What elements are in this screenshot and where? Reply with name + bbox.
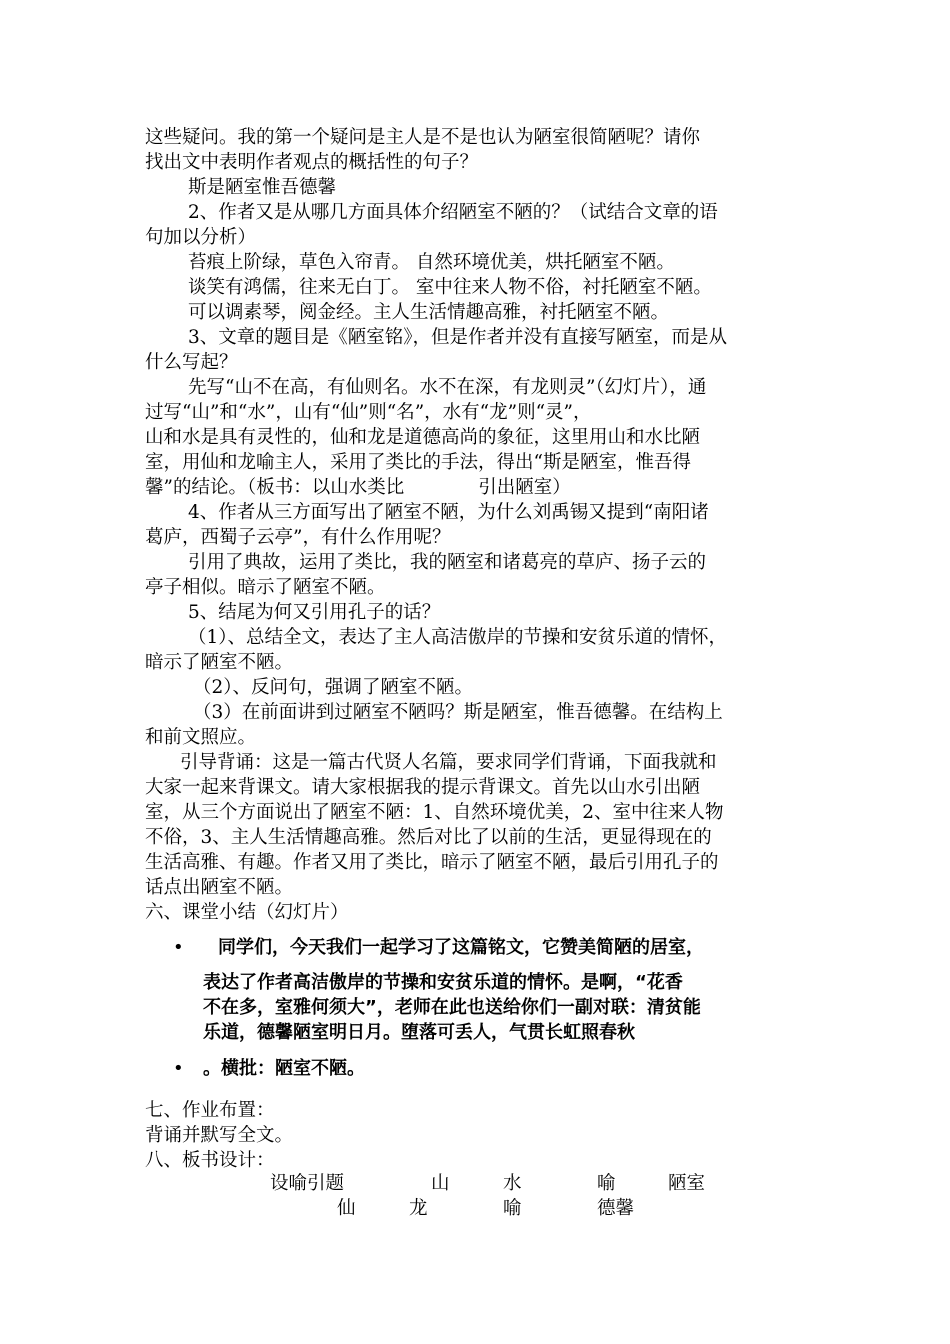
question-3: 3、文章的题目是《陋室铭》，但是作者并没有直接写陋室，而是从 — [188, 327, 728, 348]
body-line: 不俗，3、主人生活情趣高雅。然后对比了以前的生活，更显得现在的 — [145, 827, 712, 848]
body-line: 过写“山”和“水”，山有“仙”则“名”，水有“龙”则“灵”， — [145, 402, 592, 423]
body-line: 苔痕上阶绿，草色入帘青。 自然环境优美，烘托陋室不陋。 — [188, 252, 675, 273]
body-line: 馨”的结论。（板书：以山水类比 引出陋室） — [145, 477, 571, 498]
board-cell: 仙 — [337, 1198, 356, 1219]
body-line: 话点出陋室不陋。 — [145, 877, 294, 898]
bullet-icon: • — [173, 937, 184, 958]
question-4: 4、作者从三方面写出了陋室不陋，为什么刘禹锡又提到“南阳诸 — [188, 502, 709, 523]
section-heading: 八、板书设计： — [145, 1150, 275, 1171]
body-line: （1）、总结全文，表达了主人高洁傲岸的节操和安贫乐道的情怀， — [188, 627, 728, 648]
board-cell: 设喻引题 — [270, 1173, 345, 1194]
body-line: 找出文中表明作者观点的概括性的句子？ — [145, 152, 479, 173]
body-line: 斯是陋室惟吾德馨 — [188, 177, 337, 198]
body-line: 引用了典故，运用了类比，我的陋室和诸葛亮的草庐、扬子云的 — [188, 552, 707, 573]
body-line: 句加以分析） — [145, 227, 257, 248]
body-line: 葛庐，西蜀子云亭”，有什么作用呢？ — [145, 527, 451, 548]
body-line: 和前文照应。 — [145, 727, 257, 748]
board-cell: 喻 — [597, 1173, 616, 1194]
board-cell: 陋室 — [668, 1173, 706, 1194]
body-line: （2）、反问句，强调了陋室不陋。 — [193, 677, 474, 698]
section-heading: 七、作业布置： — [145, 1100, 275, 1121]
board-cell: 喻 — [503, 1198, 522, 1219]
summary-line: 不在多，室雅何须大”，老师在此也送给你们一副对联：清贫能 — [203, 997, 701, 1018]
body-line: 暗示了陋室不陋。 — [145, 652, 294, 673]
summary-line: 同学们，今天我们一起学习了这篇铭文，它赞美简陋的居室， — [218, 937, 704, 958]
body-line: 亭子相似。暗示了陋室不陋。 — [145, 577, 386, 598]
body-line: 什么写起？ — [145, 352, 238, 373]
question-2: 2、作者又是从哪几方面具体介绍陋室不陋的？（试结合文章的语 — [188, 202, 718, 223]
body-line: （3）在前面讲到过陋室不陋吗？斯是陋室，惟吾德馨。在结构上 — [193, 702, 723, 723]
board-cell: 龙 — [409, 1198, 428, 1219]
board-cell: 水 — [503, 1173, 522, 1194]
section-heading: 六、课堂小结（幻灯片） — [145, 902, 349, 923]
bullet-icon: • — [173, 1058, 184, 1079]
body-line: 山和水是具有灵性的，仙和龙是道德高尚的象征，这里用山和水比陋 — [145, 427, 701, 448]
body-line: 生活高雅、有趣。作者又用了类比，暗示了陋室不陋，最后引用孔子的 — [145, 852, 719, 873]
body-line: 谈笑有鸿儒，往来无白丁。 室中往来人物不俗，衬托陋室不陋。 — [188, 277, 712, 298]
body-line: 背诵并默写全文。 — [145, 1125, 294, 1146]
body-line: 室，从三个方面说出了陋室不陋：1、自然环境优美，2、室中往来人物 — [145, 802, 724, 823]
recitation-guide: 引导背诵：这是一篇古代贤人名篇，要求同学们背诵，下面我就和 — [180, 752, 717, 773]
question-5: 5、结尾为何又引用孔子的话？ — [188, 602, 441, 623]
summary-line: 乐道，德馨陋室明日月。堕落可丢人，气贯长虹照春秋 — [203, 1022, 635, 1043]
body-line: 大家一起来背课文。请大家根据我的提示背课文。首先以山水引出陋 — [145, 777, 701, 798]
board-cell: 德馨 — [597, 1198, 635, 1219]
body-line: 先写“山不在高，有仙则名。水不在深，有龙则灵”（幻灯片），通 — [188, 377, 707, 398]
body-line: 这些疑问。我的第一个疑问是主人是不是也认为陋室很简陋呢？请你 — [145, 127, 701, 148]
body-line: 可以调素琴，阅金经。主人生活情趣高雅，衬托陋室不陋。 — [188, 302, 670, 323]
summary-line: 表达了作者高洁傲岸的节操和安贫乐道的情怀。是啊，“花香 — [203, 972, 683, 993]
board-cell: 山 — [431, 1173, 450, 1194]
body-line: 室，用仙和龙喻主人，采用了类比的手法，得出“斯是陋室，惟吾得 — [145, 452, 691, 473]
summary-line: 。横批：陋室不陋。 — [203, 1058, 365, 1079]
